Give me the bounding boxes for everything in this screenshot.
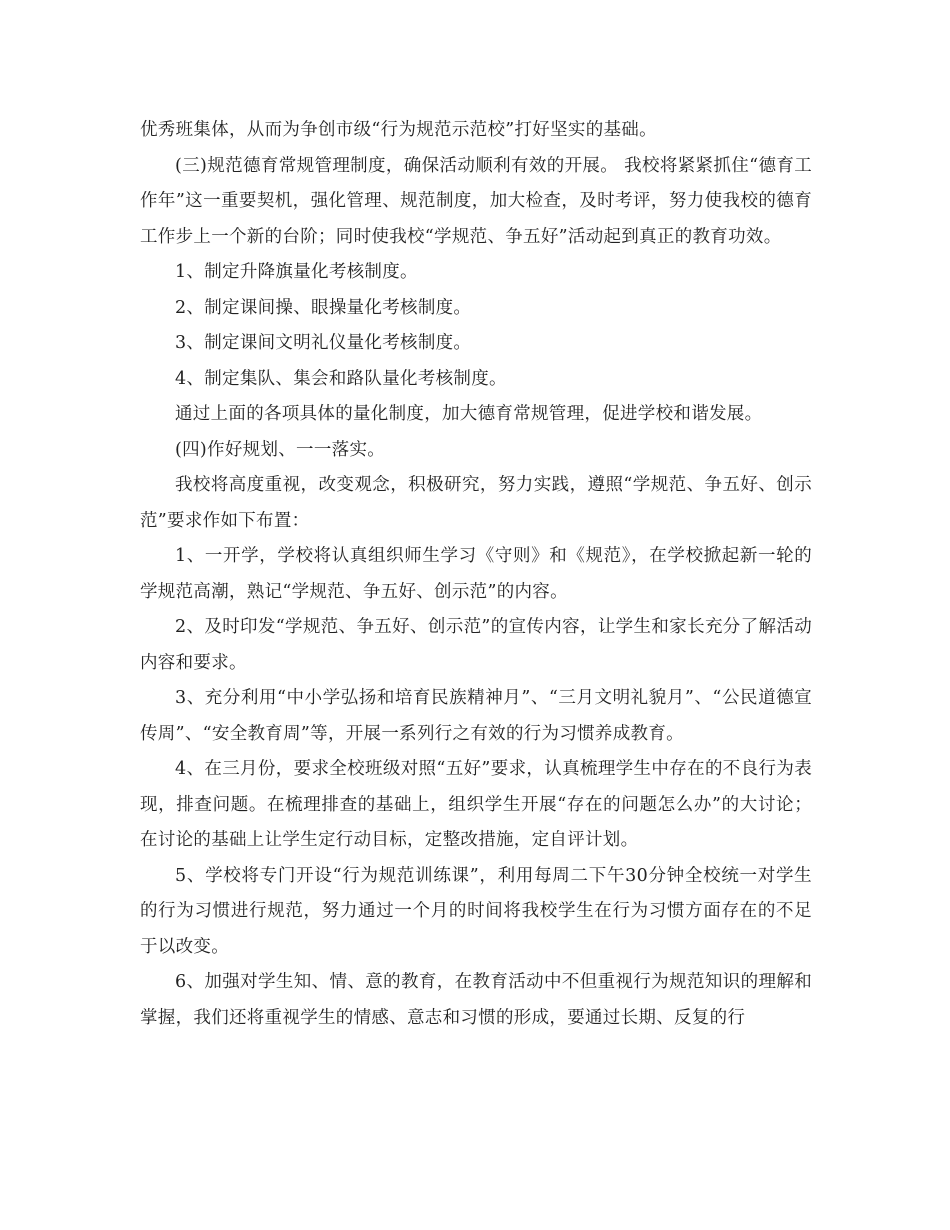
paragraph-1: 优秀班集体，从而为争创市级“行为规范示范校”打好坚实的基础。 [140, 120, 657, 140]
paragraph-11: 2、及时印发“学规范、争五好、创示范”的宣传内容，让学生和家长充分了解活动内容和要求。 [140, 617, 812, 673]
paragraph-8: (四)作好规划、一一落实。 [175, 439, 386, 460]
paragraph-4: 2、制定课间操、眼操量化考核制度。 [175, 297, 472, 318]
paragraph-10: 1、一开学，学校将认真组织师生学习《守则》和《规范》，在学校掀起新一轮的学规范高潮，熟记“学规范、争五好、创示范”的内容。 [140, 546, 812, 602]
paragraph-7: 通过上面的各项具体的量化制度，加大德育常规管理，促进学校和谐发展。 [175, 404, 763, 424]
paragraph-5: 3、制定课间文明礼仪量化考核制度。 [175, 333, 472, 353]
paragraph-2: (三)规范德育常规管理制度，确保活动顺利有效的开展。 我校将紧紧抓住“德育工作年”这一重要契机，强化管理、规范制度，加大检查，及时考评，努力使我校的德育工作步上一个新的台阶；同时使我校“学规范、争五好”活动起到真正的教育功效。 [140, 155, 812, 247]
paragraph-9: 我校将高度重视，改变观念，积极研究，努力实践，遵照“学规范、争五好、创示范”要求作如下布置： [140, 475, 812, 531]
paragraph-15: 6、加强对学生知、情、意的教育，在教育活动中不但重视行为规范知识的理解和掌握，我们还将重视学生的情感、意志和习惯的形成，要通过长期、反复的行 [140, 972, 812, 1028]
paragraph-13: 4、在三月份，要求全校班级对照“五好”要求，认真梳理学生中存在的不良行为表现，排查问题。在梳理排查的基础上，组织学生开展“存在的问题怎么办”的大讨论；在讨论的基础上让学生定行动目标，定整改措施，定自评计划。 [140, 759, 812, 850]
paragraph-12: 3、充分利用“中小学弘扬和培育民族精神月”、“三月文明礼貌月”、“公民道德宣传周”、“安全教育周”等，开展一系列行之有效的行为习惯养成教育。 [140, 688, 812, 744]
document-body [140, 113, 812, 1036]
paragraph-6: 4、制定集队、集会和路队量化考核制度。 [175, 368, 507, 389]
paragraph-3: 1、制定升降旗量化考核制度。 [175, 262, 418, 282]
paragraph-14: 5、学校将专门开设“行为规范训练课”，利用每周二下午30分钟全校统一对学生的行为习惯进行规范，努力通过一个月的时间将我校学生在行为习惯方面存在的不足于以改变。 [140, 865, 812, 957]
